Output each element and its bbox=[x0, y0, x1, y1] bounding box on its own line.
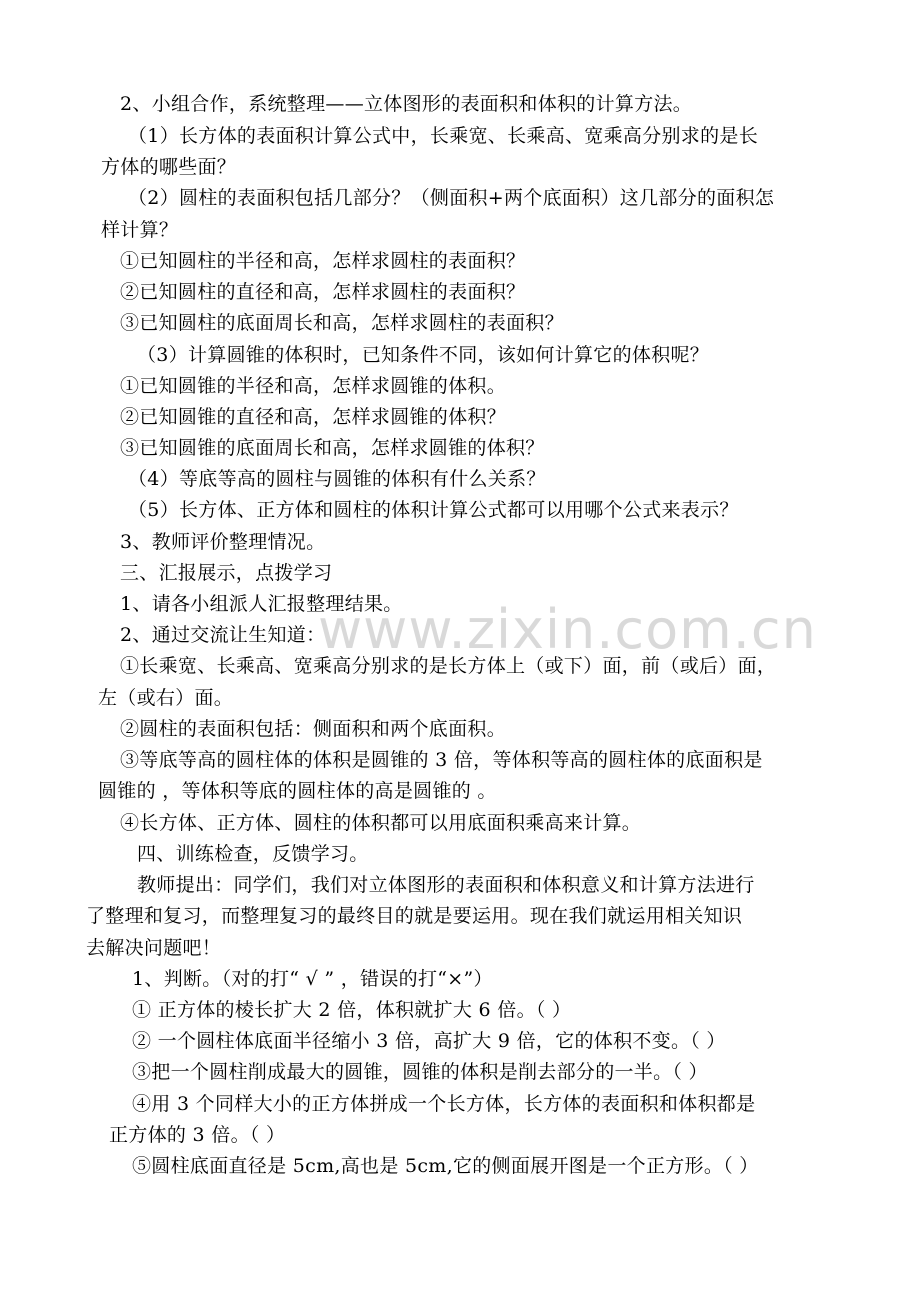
question-2-line-1: （2）圆柱的表面积包括几部分？（侧面积+两个底面积）这几部分的面积怎 bbox=[128, 187, 775, 209]
section-2-heading: 2、小组合作，系统整理——立体图形的表面积和体积的计算方法。 bbox=[120, 93, 693, 115]
question-2-item-3: ③已知圆柱的底面周长和高，怎样求圆柱的表面积？ bbox=[120, 312, 564, 334]
judge-item-3: ③把一个圆柱削成最大的圆锥，圆锥的体积是削去部分的一半。（ ） bbox=[132, 1061, 708, 1083]
part-4-heading: 四、训练检查，反馈学习。 bbox=[137, 843, 369, 865]
judge-item-5: ⑤圆柱底面直径是 5cm,高也是 5cm,它的侧面展开图是一个正方形。（ ） bbox=[132, 1155, 759, 1177]
teacher-remark-line-1: 教师提出：同学们，我们对立体图形的表面积和体积意义和计算方法进行 bbox=[137, 874, 755, 896]
question-3-item-2: ②已知圆锥的直径和高，怎样求圆锥的体积？ bbox=[120, 406, 507, 428]
teacher-remark-line-2: 了整理和复习，而整理复习的最终目的就是要运用。现在我们就运用相关知识 bbox=[86, 905, 743, 927]
judge-heading: 1、判断。（对的打“ √ ” ，错误的打“×”） bbox=[132, 968, 493, 990]
question-3-item-1: ①已知圆锥的半径和高，怎样求圆锥的体积。 bbox=[120, 375, 507, 397]
answer-3-line-1: ③等底等高的圆柱体的体积是圆锥的 3 倍，等体积等高的圆柱体的底面积是 bbox=[120, 749, 763, 771]
question-3-item-3: ③已知圆锥的底面周长和高，怎样求圆锥的体积？ bbox=[120, 437, 545, 459]
answer-4: ④长方体、正方体、圆柱的体积都可以用底面积乘高来计算。 bbox=[120, 812, 642, 834]
report-step-1: 1、请各小组派人汇报整理结果。 bbox=[120, 593, 403, 615]
answer-1-line-1: ①长乘宽、长乘高、宽乘高分别求的是长方体上（或下）面，前（或后）面， bbox=[120, 655, 777, 677]
judge-item-1: ① 正方体的棱长扩大 2 倍，体积就扩大 6 倍。（ ） bbox=[132, 999, 572, 1021]
part-3-heading: 三、汇报展示，点拨学习 bbox=[120, 562, 333, 584]
watermark: www.zixin.com.cn bbox=[318, 598, 817, 661]
teacher-remark-line-3: 去解决问题吧！ bbox=[86, 937, 222, 959]
question-1-line-1: （1）长方体的表面积计算公式中，长乘宽、长乘高、宽乘高分别求的是长 bbox=[128, 125, 758, 147]
report-step-2: 2、通过交流让生知道： bbox=[120, 624, 326, 646]
answer-3-line-2: 圆锥的 ，等体积等底的圆柱体的高是圆锥的 。 bbox=[98, 780, 497, 802]
judge-item-2: ② 一个圆柱体底面半径缩小 3 倍，高扩大 9 倍，它的体积不变。（ ） bbox=[132, 1030, 726, 1052]
judge-item-4-line-1: ④用 3 个同样大小的正方体拼成一个长方体，长方体的表面积和体积都是 bbox=[132, 1093, 756, 1115]
answer-1-line-2: 左（或右）面。 bbox=[98, 687, 234, 709]
question-5: （5）长方体、正方体和圆柱的体积计算公式都可以用哪个公式来表示？ bbox=[128, 499, 739, 521]
section-3-heading: 3、教师评价整理情况。 bbox=[120, 531, 326, 553]
question-1-line-2: 方体的哪些面？ bbox=[101, 156, 237, 178]
question-2-line-2: 样计算？ bbox=[101, 219, 179, 241]
question-3: （3）计算圆锥的体积时，已知条件不同，该如何计算它的体积呢？ bbox=[137, 344, 710, 366]
question-2-item-2: ②已知圆柱的直径和高，怎样求圆柱的表面积？ bbox=[120, 281, 526, 303]
judge-item-4-line-2: 正方体的 3 倍。（ ） bbox=[109, 1124, 286, 1146]
answer-2: ②圆柱的表面积包括：侧面积和两个底面积。 bbox=[120, 718, 507, 740]
question-4: （4）等底等高的圆柱与圆锥的体积有什么关系？ bbox=[128, 468, 546, 490]
question-2-item-1: ①已知圆柱的半径和高，怎样求圆柱的表面积？ bbox=[120, 250, 526, 272]
